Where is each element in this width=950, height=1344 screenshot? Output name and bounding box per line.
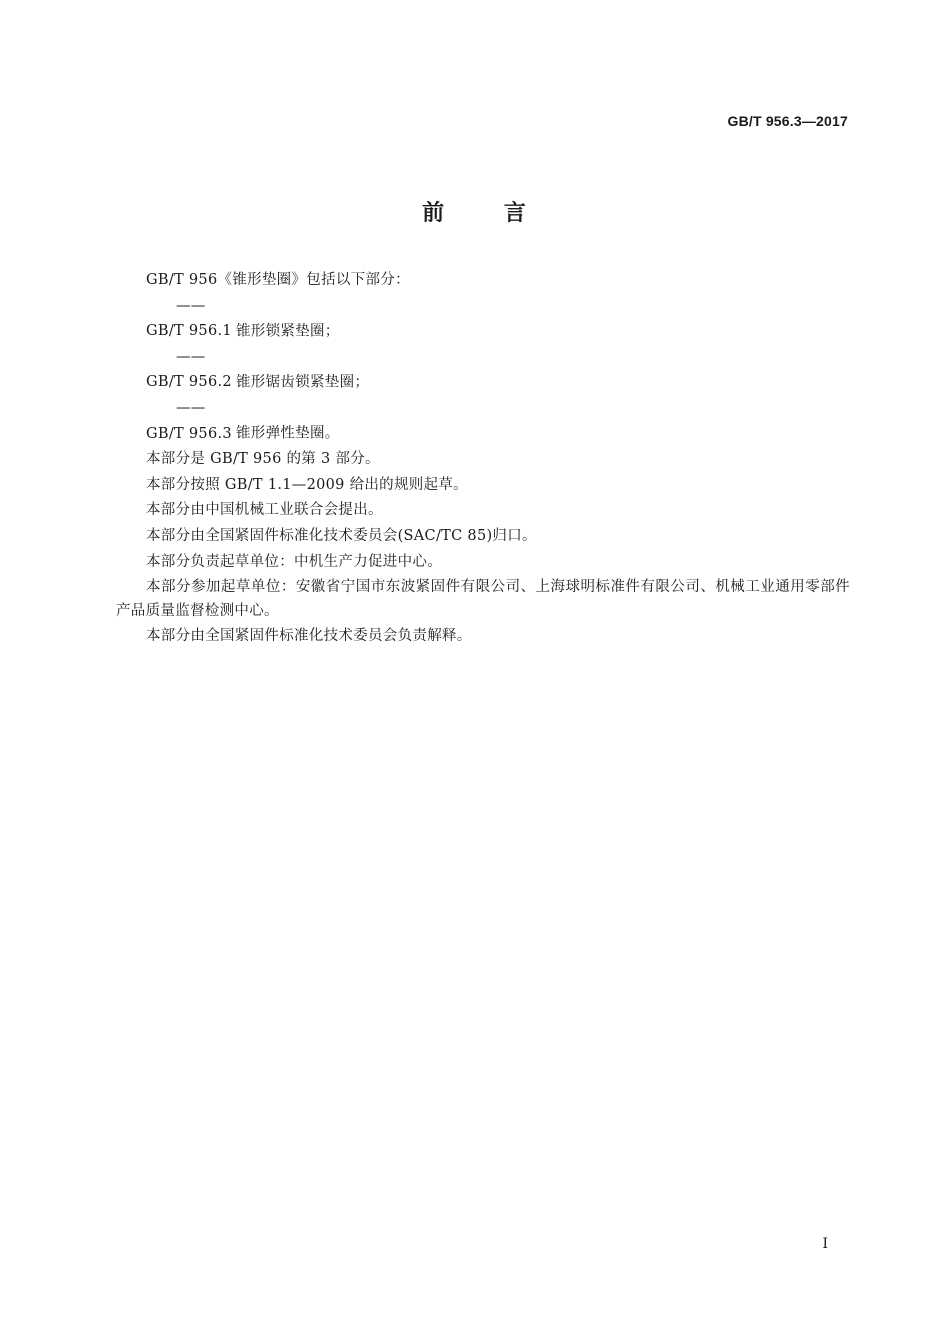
page-title: 前 言 [422,201,528,226]
list-item [116,396,850,447]
paragraph-part-statement: 本部分是 GB/T 956 的第 3 部分。 [146,451,380,468]
page-number: I [822,1236,828,1252]
paragraph-proposer: 本部分由中国机械工业联合会提出。 [146,502,383,519]
list-item [116,345,850,396]
part-number: ——GB/T 956.2 [146,348,232,391]
paragraph-participating-drafters: 本部分参加起草单位：安徽省宁国市东波紧固件有限公司、上海球明标准件有限公司、机械工业通用零部件产品质量监督检测中心。 [116,579,850,619]
part-name: 锥形锁紧垫圈； [236,323,340,340]
paragraph-administrator: 本部分由全国紧固件标准化技术委员会(SAC/TC 85)归口。 [146,527,537,544]
document-code: GB/T 956.3—2017 [727,113,848,129]
list-item [116,294,850,345]
foreword-body [116,268,850,650]
intro-paragraph: GB/T 956《锥形垫圈》包括以下部分： [146,272,410,288]
paragraph-lead-drafter: 本部分负责起草单位：中机生产力促进中心。 [146,553,442,570]
part-number: ——GB/T 956.1 [146,297,232,340]
paragraph-interpretation: 本部分由全国紧固件标准化技术委员会负责解释。 [146,628,472,645]
paragraph-drafting-rules: 本部分按照 GB/T 1.1—2009 给出的规则起草。 [146,476,468,493]
part-number: ——GB/T 956.3 [146,399,232,442]
part-name: 锥形锯齿锁紧垫圈； [236,374,370,391]
part-name: 锥形弹性垫圈。 [236,425,340,442]
